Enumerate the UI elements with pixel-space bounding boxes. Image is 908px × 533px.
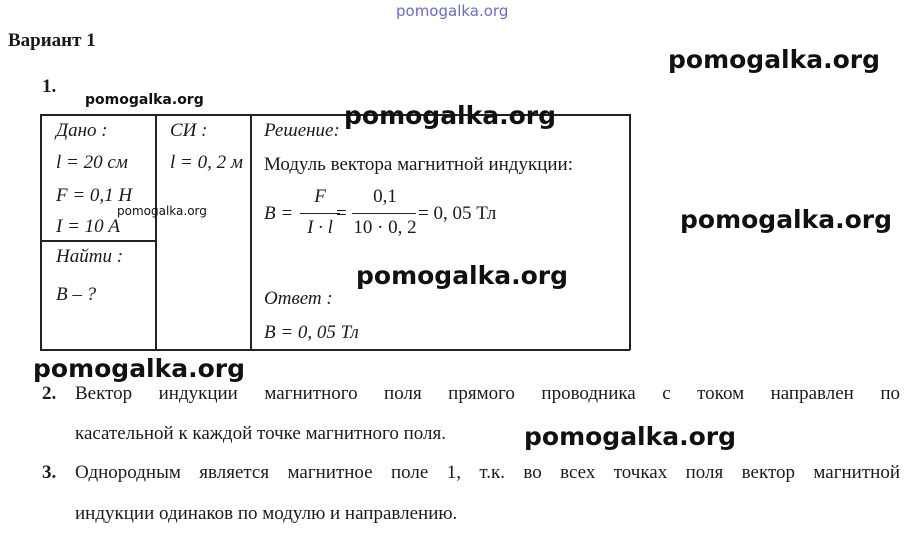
task3-line1: Однородным является магнитное поле 1, т.к. во всех точках поля вектор магнитной [75,462,900,483]
fraction1-denominator: I · l [307,217,333,238]
task3-line2: индукции одинаков по модулю и направлению. [75,503,458,524]
table-divider-given [40,240,156,242]
watermark-4: pomogalka.org [117,204,207,218]
task2-line2: касательной к каждой точке магнитного поля. [75,423,446,444]
watermark-2: pomogalka.org [85,92,204,108]
find-label: Найти : [56,246,124,267]
given-label: Дано : [56,120,108,141]
task1-number: 1. [42,76,57,97]
fraction2-bar [352,213,416,214]
task2-line1: Вектор индукции магнитного поля прямого проводника с током направлен по [75,383,900,404]
formula-eq1: = [336,203,347,224]
watermark-7: pomogalka.org [33,354,246,383]
si-value: l = 0, 2 м [170,152,243,173]
table-border-right [629,114,631,350]
solution-intro: Модуль вектора магнитной индукции: [264,154,573,175]
watermark-5: pomogalka.org [680,205,893,234]
formula-rhs: = 0, 05 Тл [418,203,497,224]
watermark-1: pomogalka.org [668,45,881,74]
table-divider-2 [250,114,252,350]
answer-label: Ответ : [264,288,333,309]
answer-value: B = 0, 05 Тл [264,322,359,343]
watermark-3: pomogalka.org [344,101,557,130]
formula-lhs: B = [264,203,294,224]
fraction1-bar [300,213,340,214]
watermark-6: pomogalka.org [356,261,569,290]
table-border-left [40,114,42,350]
variant-title: Вариант 1 [8,30,96,51]
find-value: B – ? [56,284,97,305]
fraction2-denominator: 10 · 0, 2 [353,217,417,238]
solution-label: Решение: [264,120,340,141]
fraction1-numerator: F [314,186,326,207]
fraction2-numerator: 0,1 [373,186,397,207]
table-border-bottom [40,349,630,351]
task3-number: 3. [42,462,57,483]
given-length: l = 20 см [56,152,128,173]
watermark-top: pomogalka.org [396,2,509,20]
given-current: I = 10 А [56,216,121,237]
table-divider-1 [155,114,157,350]
si-label: СИ : [170,120,208,141]
watermark-8: pomogalka.org [524,422,737,451]
task2-number: 2. [42,383,57,404]
given-force: F = 0,1 Н [56,185,133,206]
